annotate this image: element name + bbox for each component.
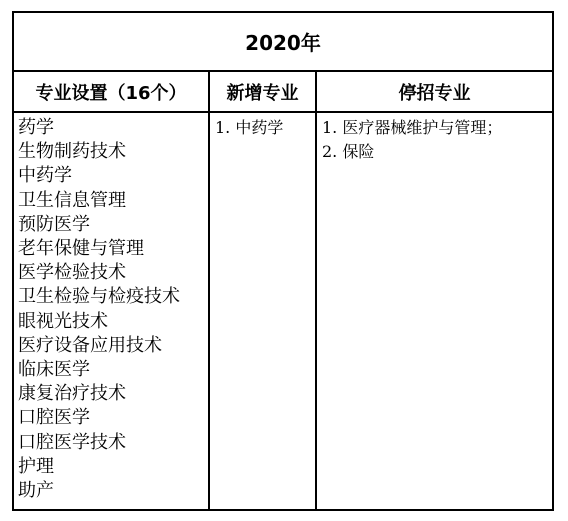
table-header-row [14, 72, 552, 113]
new-majors-list [215, 116, 315, 140]
header-new-majors: 新增专业 [208, 72, 315, 111]
table-title: 2020年 [14, 13, 552, 72]
list-item: 药学 [18, 117, 54, 138]
list-item: 临床医学 [18, 359, 90, 381]
list-item: 1. 中药学 [215, 118, 284, 137]
list-item: 康复治疗技术 [18, 383, 126, 405]
list-item: 中药学 [18, 165, 72, 187]
new-majors-cell [208, 113, 315, 509]
table-body-row [14, 113, 552, 509]
list-item: 眼视光技术 [18, 310, 108, 332]
stopped-majors-list [322, 116, 552, 164]
list-item: 医学检验技术 [18, 262, 126, 284]
header-existing-majors: 专业设置（16个） [35, 82, 187, 104]
majors-table [12, 11, 554, 511]
list-item: 2. 保险 [322, 142, 375, 161]
list-item: 口腔医学技术 [18, 431, 126, 453]
existing-majors-cell [14, 113, 208, 509]
list-item: 老年保健与管理 [18, 238, 144, 260]
list-item: 预防医学 [18, 213, 90, 235]
header-stopped-majors: 停招专业 [315, 72, 552, 111]
list-item: 生物制药技术 [18, 141, 126, 163]
existing-majors-list [18, 116, 208, 503]
list-item: 护理 [18, 455, 54, 477]
stopped-majors-cell [315, 113, 552, 509]
list-item: 1. 医疗器械维护与管理； [322, 118, 503, 137]
list-item: 医疗设备应用技术 [18, 334, 162, 356]
list-item: 卫生检验与检疫技术 [18, 286, 180, 308]
list-item: 卫生信息管理 [18, 189, 126, 211]
list-item: 助产 [18, 480, 54, 502]
list-item: 口腔医学 [18, 407, 90, 429]
